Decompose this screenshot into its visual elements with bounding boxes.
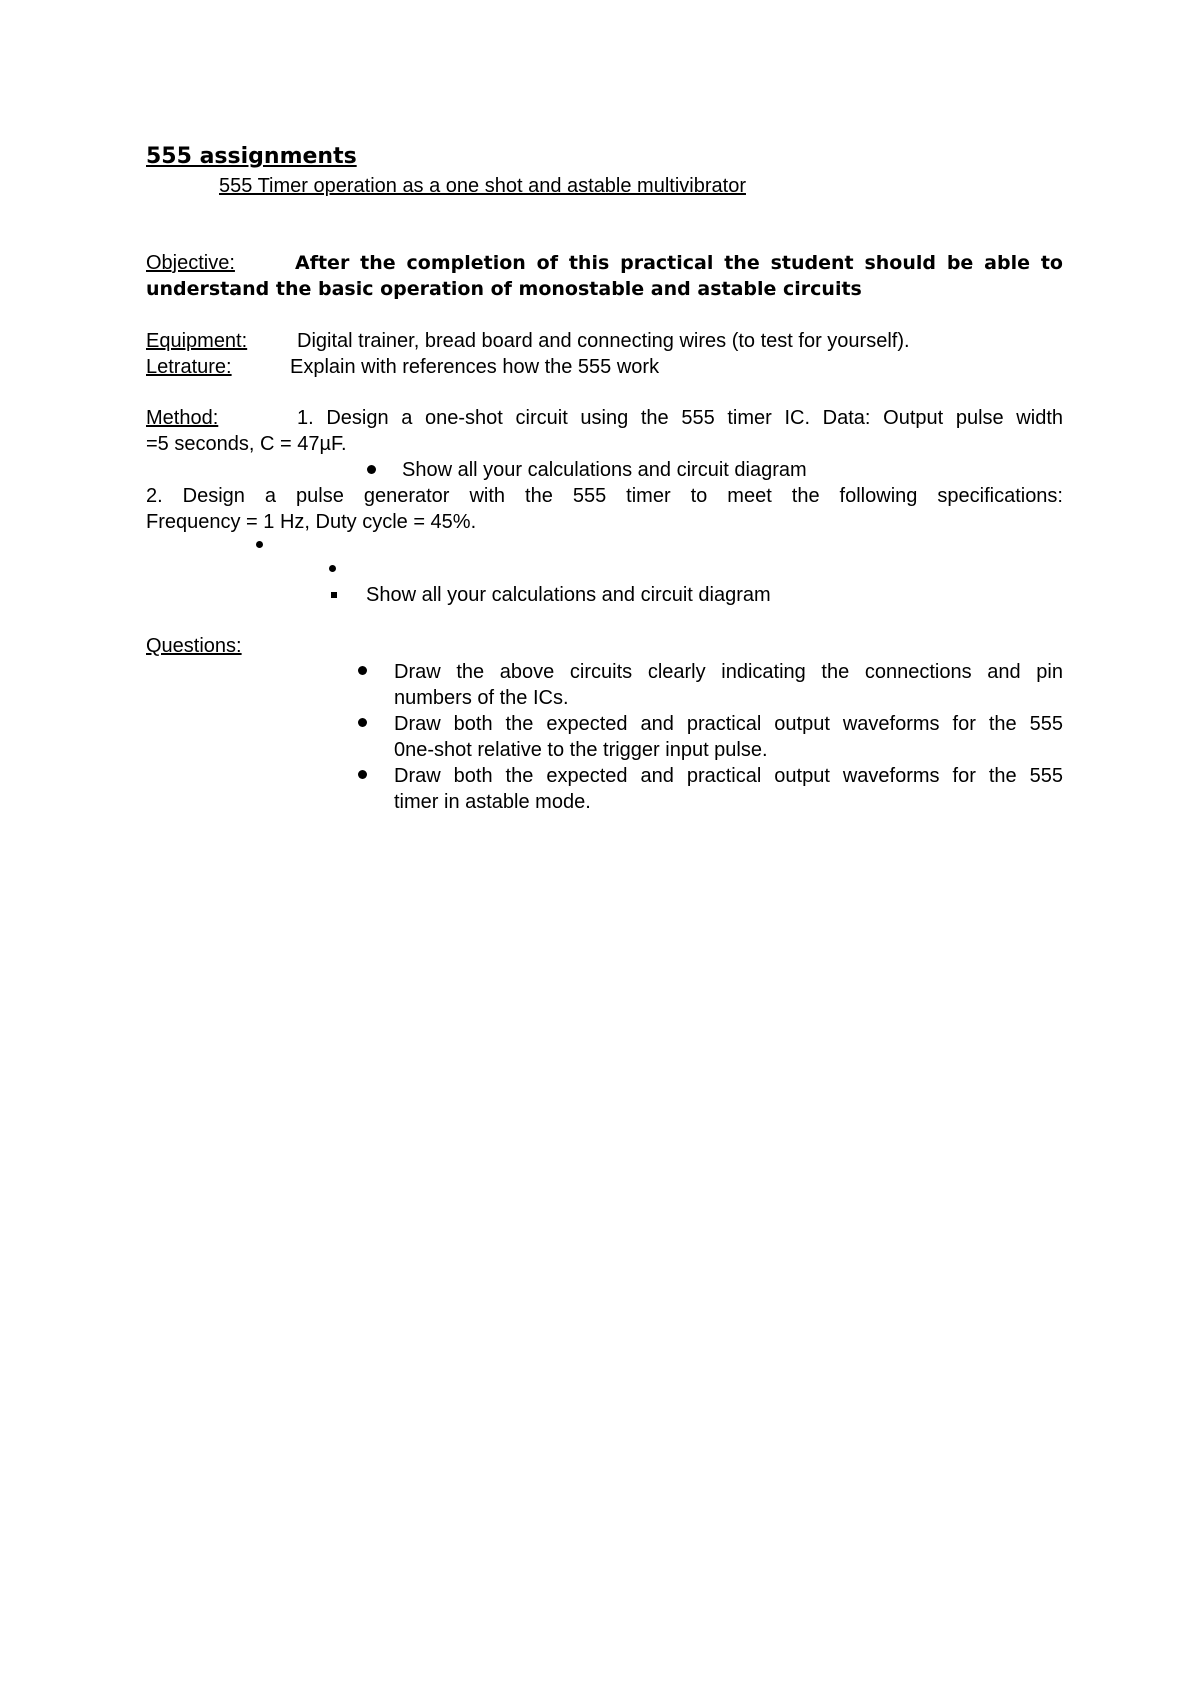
objective-line-1: After the completion of this practical the student should be able to bbox=[295, 252, 1063, 274]
question-2-line-1: Draw both the expected and practical output waveforms for the 555 bbox=[394, 713, 1063, 735]
method-step-1-line-1: 1. Design a one-shot circuit using the 555 timer IC. Data: Output pulse width bbox=[297, 407, 1063, 429]
square-bullet-icon bbox=[331, 592, 337, 598]
document-subtitle: 555 Timer operation as a one shot and astable multivibrator bbox=[219, 175, 746, 197]
empty-bullet-icon bbox=[329, 565, 336, 572]
bullet-icon bbox=[358, 666, 367, 675]
equipment-text: Digital trainer, bread board and connecting wires (to test for yourself). bbox=[297, 330, 910, 352]
question-3-line-1: Draw both the expected and practical output waveforms for the 555 bbox=[394, 765, 1063, 787]
method-step-1-bullet: Show all your calculations and circuit diagram bbox=[402, 459, 807, 481]
literature-label: Letrature: bbox=[146, 356, 232, 378]
bullet-icon bbox=[358, 718, 367, 727]
questions-label: Questions: bbox=[146, 635, 242, 657]
bullet-icon bbox=[367, 465, 376, 474]
question-1-line-1: Draw the above circuits clearly indicating the connections and pin bbox=[394, 661, 1063, 683]
literature-text: Explain with references how the 555 work bbox=[290, 356, 660, 378]
question-1-line-2: numbers of the ICs. bbox=[394, 687, 569, 709]
document-title: 555 assignments bbox=[146, 144, 357, 169]
question-2-line-2: 0ne-shot relative to the trigger input pulse. bbox=[394, 739, 768, 761]
objective-label: Objective: bbox=[146, 252, 235, 274]
method-step-1-line-2: =5 seconds, C = 47µF. bbox=[146, 433, 347, 455]
method-step-2-line-1: 2. Design a pulse generator with the 555 timer to meet the following specifications: bbox=[146, 485, 1063, 507]
method-step-2-line-2: Frequency = 1 Hz, Duty cycle = 45%. bbox=[146, 511, 477, 533]
equipment-label: Equipment: bbox=[146, 330, 248, 352]
objective-line-2: understand the basic operation of monostable and astable circuits bbox=[146, 278, 862, 300]
bullet-icon bbox=[358, 770, 367, 779]
question-3-line-2: timer in astable mode. bbox=[394, 791, 591, 813]
method-label: Method: bbox=[146, 407, 219, 429]
empty-bullet-icon bbox=[256, 541, 263, 548]
method-step-2-bullet: Show all your calculations and circuit diagram bbox=[366, 584, 771, 606]
